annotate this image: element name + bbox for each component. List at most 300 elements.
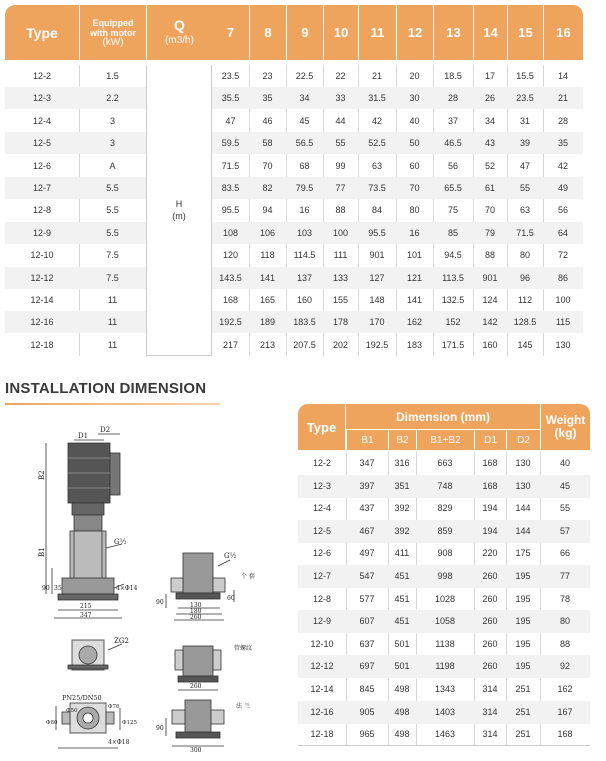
dim-row-value: 194	[482, 525, 498, 536]
table-row	[298, 542, 590, 565]
row-head-value: 99	[335, 160, 346, 171]
dim-row-weight: 80	[559, 616, 570, 627]
dim-row-weight: 57	[559, 525, 570, 536]
row-head-value: 108	[222, 227, 239, 238]
row-head-value: 183	[406, 339, 423, 350]
label-b1: B1	[38, 547, 46, 557]
row-head-value: 202	[332, 339, 349, 350]
table-row	[5, 87, 583, 109]
row-head-value: 148	[369, 295, 385, 305]
dim-header-type: Type	[298, 404, 346, 450]
dim-row-value: 845	[359, 684, 375, 694]
row-head-value: 113.5	[442, 272, 464, 283]
table-row	[298, 588, 590, 611]
row-head-value: 152	[445, 317, 461, 328]
label-g-half: G½	[114, 538, 127, 546]
dim-row-value: 314	[482, 729, 498, 740]
row-motor: 7.5	[106, 272, 119, 283]
row-head-value: 130	[555, 339, 571, 350]
label-g-half-right: G½	[224, 552, 237, 560]
row-type: 12-10	[30, 250, 54, 261]
row-head-value: 35.5	[221, 93, 240, 104]
row-head-value: 59.5	[221, 138, 240, 149]
performance-table-header	[5, 5, 583, 60]
performance-table	[5, 5, 583, 356]
row-head-value: 95.5	[368, 227, 386, 238]
dim-row-value: 998	[437, 571, 453, 581]
header-motor-unit: (kW)	[102, 36, 124, 48]
dim-row-value: 1198	[435, 661, 455, 672]
row-head-value: 112	[517, 295, 533, 305]
row-head-value: 34	[484, 115, 495, 126]
dim-header-weight-label: Weight	[545, 413, 586, 427]
table-row	[5, 244, 583, 266]
row-head-value: 192.5	[219, 317, 242, 328]
dim-row-value: 1028	[434, 593, 456, 604]
table-row	[298, 452, 590, 475]
row-head-value: 94	[262, 205, 273, 216]
row-type: 12-18	[30, 339, 54, 350]
row-type: 12-7	[32, 183, 51, 193]
dim-row-value: 547	[359, 571, 375, 581]
row-head-value: 162	[406, 317, 423, 328]
header-flow-6: 13	[433, 5, 473, 60]
row-head-value: 183.5	[293, 317, 316, 328]
dim-row-value: 607	[359, 616, 375, 627]
dim-row-type: 12-7	[312, 571, 331, 581]
row-head-value: 170	[369, 317, 385, 328]
row-motor: 11	[107, 317, 118, 328]
dim-row-value: 260	[482, 661, 498, 672]
dim-row-value: 260	[482, 638, 498, 649]
label-d2: D2	[100, 426, 111, 434]
row-head-value: 56	[447, 160, 458, 171]
row-head-value: 23	[262, 71, 273, 81]
section-title-underline	[5, 403, 220, 405]
dim-row-value: 195	[515, 571, 531, 581]
row-head-value: 50	[409, 138, 420, 149]
dim-row-value: 498	[394, 729, 410, 740]
row-head-value: 85	[447, 227, 458, 238]
dim-row-type: 12-2	[312, 458, 331, 468]
dim-row-value: 314	[482, 706, 498, 717]
dim-row-weight: 66	[559, 548, 570, 559]
table-row	[5, 222, 583, 244]
dim-header-col-0: B1	[346, 430, 388, 450]
row-head-value: 79.5	[295, 183, 314, 193]
header-flow-unit: (m3/h)	[165, 34, 194, 46]
row-head-value: 121	[406, 272, 423, 283]
table-row	[298, 678, 590, 701]
label-union: 管螺纹	[234, 645, 253, 652]
dim-row-value: 130	[515, 480, 531, 491]
dim-row-value: 260	[482, 571, 498, 581]
label-pn: PN25/DN50	[62, 694, 102, 702]
dim-row-value: 260	[482, 616, 498, 627]
dim-row-type: 12-14	[310, 684, 334, 694]
row-head-value: 28	[447, 93, 458, 104]
row-motor: 1.5	[106, 71, 119, 81]
dim-header-col-2: B1+B2	[416, 430, 474, 450]
row-head-value: 77	[335, 183, 346, 193]
dim-row-type: 12-9	[312, 616, 331, 627]
row-head-value: 55	[519, 183, 530, 193]
dim-row-weight: 55	[559, 503, 570, 514]
label-holes: 4×Φ14	[116, 585, 138, 592]
row-head-value: 37	[447, 115, 458, 126]
row-head-value: 43	[484, 138, 495, 149]
label-130: 130	[190, 602, 202, 609]
row-head-value: 133	[332, 272, 349, 283]
row-head-value: 160	[296, 295, 313, 305]
dim-row-value: 411	[394, 548, 410, 559]
label-flange: 法 兰	[236, 703, 250, 710]
head-label: H	[175, 199, 183, 209]
dim-row-weight: 168	[557, 729, 573, 740]
row-head-value: 142	[482, 317, 498, 328]
row-head-value: 31.5	[368, 93, 386, 104]
head-label-cell	[146, 65, 212, 356]
header-flow-label: Q	[174, 16, 185, 33]
label-b2: B2	[38, 470, 46, 480]
row-head-value: 65.5	[444, 183, 462, 193]
dim-row-type: 12-18	[310, 729, 334, 740]
dim-row-weight: 77	[559, 571, 570, 581]
dim-row-value: 251	[515, 684, 531, 694]
header-flow-3: 10	[323, 5, 358, 60]
header-flow-2: 9	[286, 5, 323, 60]
dim-row-type: 12-12	[310, 661, 334, 672]
row-head-value: 30	[409, 93, 420, 104]
row-head-value: 55	[335, 138, 346, 149]
row-head-value: 34	[299, 93, 310, 104]
row-motor: 3	[109, 115, 115, 126]
dim-row-value: 1403	[434, 706, 456, 717]
row-head-value: 64	[557, 227, 568, 238]
row-type: 12-8	[32, 205, 51, 216]
label-d1: D1	[78, 432, 89, 440]
row-head-value: 155	[332, 295, 349, 305]
dim-header-col-1: B2	[388, 430, 416, 450]
row-type: 12-4	[32, 115, 51, 126]
row-head-value: 141	[406, 295, 423, 305]
dim-row-value: 316	[394, 458, 410, 468]
row-head-value: 49	[557, 183, 568, 193]
row-head-value: 106	[259, 227, 276, 238]
dimension-table	[298, 404, 590, 746]
row-head-value: 22	[335, 71, 346, 81]
label-180: 180	[190, 608, 202, 615]
header-motor	[79, 5, 146, 60]
row-head-value: 47	[519, 160, 530, 171]
label-d50: Φ50	[66, 708, 78, 714]
label-holes2: 4×Φ18	[108, 739, 130, 746]
row-motor: 11	[107, 295, 118, 305]
row-head-value: 96	[519, 272, 530, 283]
label-zg2: ZG2	[114, 637, 129, 645]
dim-row-weight: 167	[557, 706, 573, 717]
dim-row-value: 905	[359, 706, 375, 717]
row-head-value: 79	[484, 227, 495, 238]
row-head-value: 63	[519, 205, 530, 216]
dim-row-type: 12-5	[312, 525, 331, 536]
row-head-value: 80	[519, 250, 530, 261]
row-head-value: 28	[557, 115, 568, 126]
dim-row-value: 501	[394, 661, 410, 672]
row-head-value: 118	[260, 250, 275, 261]
dim-header-col-4: D2	[506, 430, 540, 450]
dim-row-value: 260	[482, 593, 498, 604]
row-head-value: 26	[484, 93, 495, 104]
row-head-value: 171.5	[441, 339, 465, 350]
row-head-value: 15.5	[516, 71, 534, 81]
dim-row-value: 467	[359, 525, 375, 536]
dim-row-value: 195	[515, 661, 531, 672]
row-head-value: 145	[517, 339, 533, 350]
label-260a: 260	[190, 614, 202, 621]
table-row	[5, 289, 583, 311]
label-thread: 个 套	[241, 573, 255, 580]
installation-drawing	[38, 418, 288, 753]
row-head-value: 40	[409, 115, 420, 126]
row-head-value: 72	[557, 250, 568, 261]
row-head-value: 42	[371, 115, 382, 126]
table-row	[5, 132, 583, 154]
row-head-value: 114.5	[293, 250, 316, 261]
header-motor-line2: with motor	[90, 27, 136, 38]
row-head-value: 165	[259, 295, 276, 305]
dim-row-value: 451	[394, 571, 410, 581]
row-head-value: 115	[555, 317, 571, 328]
row-type: 12-2	[32, 71, 51, 81]
row-head-value: 128.5	[513, 317, 537, 328]
label-347: 347	[80, 612, 92, 619]
row-head-value: 16	[299, 205, 310, 216]
table-row	[298, 701, 590, 724]
row-head-value: 23.5	[516, 93, 534, 104]
row-head-value: 58	[262, 138, 273, 149]
row-head-value: 207.5	[293, 339, 316, 350]
dim-row-value: 1058	[434, 616, 456, 627]
table-row	[298, 723, 590, 746]
dim-row-weight: 78	[559, 593, 570, 604]
row-head-value: 88	[335, 205, 346, 216]
dim-row-value: 175	[515, 548, 531, 559]
dim-row-value: 663	[437, 458, 453, 468]
dim-row-type: 12-10	[310, 638, 334, 649]
dim-row-weight: 45	[559, 480, 570, 491]
table-row	[5, 311, 583, 333]
dim-row-value: 451	[394, 593, 410, 604]
row-head-value: 35	[557, 138, 568, 149]
head-unit: (m)	[172, 211, 186, 221]
row-head-value: 82	[262, 183, 273, 193]
row-type: 12-16	[30, 317, 54, 328]
row-motor: 2.2	[106, 93, 119, 104]
row-head-value: 63	[371, 160, 382, 171]
row-head-value: 42	[557, 160, 568, 171]
table-row	[5, 334, 583, 356]
dim-row-value: 194	[482, 503, 498, 514]
row-head-value: 17	[484, 71, 495, 81]
table-row	[298, 497, 590, 520]
table-row	[298, 633, 590, 656]
row-head-value: 120	[222, 250, 239, 261]
header-flow-7: 14	[473, 5, 507, 60]
row-head-value: 901	[369, 250, 385, 261]
row-head-value: 68	[299, 160, 310, 171]
dim-row-value: 829	[437, 503, 453, 514]
row-motor: 7.5	[106, 250, 119, 261]
row-head-value: 16	[409, 227, 420, 238]
row-head-value: 70	[262, 160, 273, 171]
dim-row-value: 1463	[434, 729, 456, 740]
dim-row-value: 144	[515, 503, 531, 514]
row-head-value: 127	[369, 272, 385, 283]
side-view-body	[183, 553, 213, 593]
table-row	[298, 520, 590, 543]
header-flow-1: 8	[249, 5, 286, 60]
label-d80: Φ80	[46, 720, 58, 726]
dim-row-value: 498	[394, 684, 410, 694]
dimension-table-header	[298, 404, 590, 450]
dim-header-weight-unit: (kg)	[554, 426, 577, 440]
row-head-value: 168	[222, 295, 239, 305]
header-flow	[146, 5, 212, 60]
label-d76: Φ76	[108, 704, 120, 710]
row-head-value: 192.5	[365, 339, 389, 350]
table-row	[5, 199, 583, 221]
dim-row-value: 1343	[434, 684, 456, 694]
dim-row-weight: 162	[557, 684, 573, 694]
row-head-value: 46.5	[444, 138, 462, 149]
dim-row-value: 144	[515, 525, 531, 536]
dim-row-value: 859	[437, 525, 453, 536]
dim-header-col-3: D1	[474, 430, 506, 450]
row-head-value: 47	[225, 115, 236, 126]
row-head-value: 101	[406, 250, 423, 261]
dim-row-weight: 40	[559, 458, 570, 468]
row-head-value: 44	[335, 115, 346, 126]
row-motor: A	[109, 160, 116, 171]
row-head-value: 141	[259, 272, 276, 283]
row-head-value: 21	[371, 71, 382, 81]
row-head-value: 901	[482, 272, 498, 283]
row-head-value: 100	[555, 295, 571, 305]
row-head-value: 75	[447, 205, 458, 216]
dim-row-value: 351	[394, 480, 410, 491]
dim-row-value: 168	[482, 458, 498, 468]
row-head-value: 100	[332, 227, 349, 238]
row-type: 12-3	[32, 93, 51, 104]
row-head-value: 94.5	[444, 250, 462, 261]
row-head-value: 71.5	[516, 227, 534, 238]
dim-row-value: 498	[394, 706, 410, 717]
dim-row-value: 195	[515, 638, 531, 649]
row-head-value: 31	[519, 115, 530, 126]
dim-row-value: 195	[515, 593, 531, 604]
dim-row-type: 12-8	[312, 593, 331, 604]
dim-row-value: 437	[359, 503, 375, 514]
dim-row-value: 251	[515, 729, 531, 740]
dim-row-type: 12-4	[312, 503, 331, 514]
row-head-value: 178	[332, 317, 349, 328]
row-motor: 5.5	[106, 183, 119, 193]
section-title: INSTALLATION DIMENSION	[5, 380, 207, 397]
dim-row-value: 168	[482, 480, 498, 491]
dim-row-value: 130	[515, 458, 531, 468]
header-flow-8: 15	[507, 5, 543, 60]
dim-row-weight: 88	[559, 638, 570, 649]
row-head-value: 46	[262, 115, 273, 126]
row-head-value: 56	[557, 205, 568, 216]
row-head-value: 70	[409, 183, 420, 193]
header-flow-4: 11	[358, 5, 396, 60]
dim-header-dimension: Dimension (mm)	[346, 404, 540, 430]
table-row	[298, 655, 590, 678]
dim-row-weight: 92	[559, 661, 570, 672]
row-head-value: 137	[296, 272, 313, 283]
row-head-value: 45	[299, 115, 310, 126]
dim-row-value: 637	[359, 638, 375, 649]
row-head-value: 124	[482, 295, 498, 305]
dim-row-value: 577	[359, 593, 375, 604]
row-type: 12-9	[32, 227, 51, 238]
dim-row-value: 251	[515, 706, 531, 717]
row-head-value: 80	[409, 205, 420, 216]
table-row	[5, 65, 583, 87]
row-head-value: 160	[482, 339, 498, 350]
dim-row-value: 965	[359, 729, 375, 740]
row-head-value: 71.5	[221, 160, 240, 171]
dim-row-value: 697	[359, 661, 375, 672]
row-head-value: 103	[296, 227, 313, 238]
dim-row-value: 392	[394, 503, 410, 514]
header-flow-5: 12	[396, 5, 433, 60]
dim-row-value: 501	[394, 638, 410, 649]
header-motor-line1: Equipped	[92, 17, 134, 28]
table-row	[298, 610, 590, 633]
dim-row-type: 12-6	[312, 548, 331, 559]
row-head-value: 217	[222, 339, 239, 350]
dim-header-weight	[540, 404, 590, 450]
row-head-value: 213	[259, 339, 276, 350]
dim-row-value: 908	[437, 548, 453, 559]
row-type: 12-6	[32, 160, 51, 171]
row-head-value: 84	[371, 205, 382, 216]
label-35: 35	[54, 585, 62, 592]
label-300: 300	[190, 747, 202, 753]
row-head-value: 52	[484, 160, 495, 171]
row-head-value: 70	[484, 205, 495, 216]
label-215: 215	[80, 603, 92, 610]
dim-row-value: 195	[515, 616, 531, 627]
dim-row-value: 748	[437, 480, 453, 491]
row-head-value: 111	[333, 250, 348, 261]
label-d125: Φ125	[122, 720, 138, 726]
label-60: 60	[227, 595, 235, 602]
row-head-value: 83.5	[221, 183, 240, 193]
row-head-value: 86	[557, 272, 568, 283]
row-motor: 5.5	[106, 227, 119, 238]
row-head-value: 189	[259, 317, 276, 328]
row-head-value: 35	[262, 93, 273, 104]
dim-row-value: 392	[394, 525, 410, 536]
table-row	[5, 177, 583, 199]
row-head-value: 33	[335, 93, 346, 104]
row-head-value: 95.5	[221, 205, 240, 216]
row-head-value: 14	[557, 71, 568, 81]
